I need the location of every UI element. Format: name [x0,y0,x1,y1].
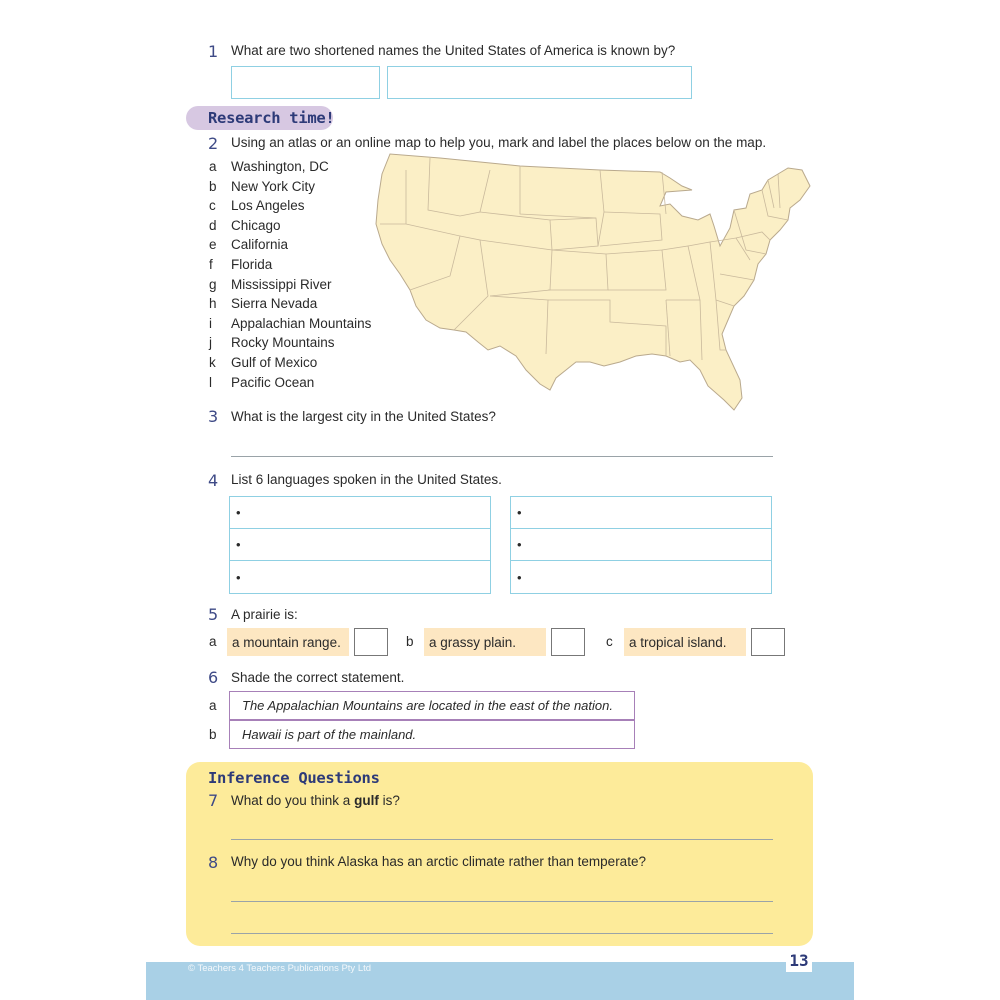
q2-item-letter: l [209,374,212,390]
q2-item-letter: k [209,355,216,370]
q2-item-letter: h [209,296,217,312]
q2-item-letter: f [209,257,213,272]
q4-answer-row[interactable] [511,497,771,529]
q1-text: What are two shortened names the United States of America is known by? [231,43,676,58]
q4-number: 4 [208,471,219,490]
q6-statement-b[interactable]: Hawaii is part of the mainland. [229,720,635,749]
bullet: • [236,569,241,585]
bullet: • [236,537,241,552]
q4-list-right [510,496,772,594]
page-number: 13 [786,950,812,972]
q8-number: 8 [208,853,219,872]
q3-answer-line[interactable] [231,456,773,457]
q2-item-label: Sierra Nevada [231,296,318,312]
q2-item-label: Chicago [231,217,281,233]
q2-item-letter: j [209,335,212,351]
q6-statement-a[interactable]: The Appalachian Mountains are located in the east of the nation. [229,691,635,720]
q5-text: A prairie is: [231,607,298,622]
q2-text: Using an atlas or an online map to help you, mark and label the places below on the map. [231,135,767,150]
usa-outline [376,154,810,410]
q8-answer-line-2[interactable] [231,933,773,934]
q4-answer-row[interactable] [511,561,771,593]
q2-number: 2 [208,134,219,153]
q6-statement-b-letter: b [209,727,217,742]
q2-item-label: Mississippi River [231,276,332,292]
q2-item-letter: g [209,276,217,292]
q5-option-b-checkbox[interactable] [551,628,585,656]
q7-answer-line[interactable] [231,839,773,840]
q7-text-before: What do you think a [231,793,355,808]
q2-item-label: California [231,237,289,253]
q7-number: 7 [208,791,219,810]
q2-item-label: Rocky Mountains [231,335,335,351]
q2-item-label: Pacific Ocean [231,374,315,390]
q5-option-c-label: a tropical island. [624,628,746,656]
q2-item-letter: c [209,198,216,214]
q6-statement-a-letter: a [209,698,217,713]
q5-option-c-letter: c [606,634,613,649]
q8-answer-line-1[interactable] [231,901,773,902]
q1-answer-box-1[interactable] [231,66,380,99]
q2-item-label: Washington, DC [231,159,329,174]
q4-answer-row[interactable] [230,497,490,529]
q2-item-letter: e [209,237,217,253]
inference-heading: Inference Questions [208,769,380,787]
q8-text: Why do you think Alaska has an arctic climate rather than temperate? [231,854,646,869]
q6-number: 6 [208,668,219,687]
q3-text: What is the largest city in the United States? [231,409,496,424]
q4-text: List 6 languages spoken in the United States. [231,472,502,487]
q5-option-c-checkbox[interactable] [751,628,785,656]
q1-answer-box-2[interactable] [387,66,692,99]
bullet: • [517,505,522,520]
q7-bold-word: gulf [354,793,379,808]
q7-text-after: is? [378,793,400,808]
q4-answer-row[interactable] [230,529,490,561]
q2-item-label: Appalachian Mountains [231,315,372,331]
q6-text: Shade the correct statement. [231,670,405,685]
q5-option-a-checkbox[interactable] [354,628,388,656]
q3-number: 3 [208,407,219,426]
q2-item-label: Florida [231,257,273,272]
q4-answer-row[interactable] [511,529,771,561]
research-heading: Research time! [208,109,335,127]
q2-item-label: Gulf of Mexico [231,355,318,370]
q2-item-letter: i [209,315,212,331]
q2-item-label: Los Angeles [231,198,305,214]
q2-item-letter: d [209,217,217,233]
usa-map [370,150,815,415]
q2-item-label: New York City [231,178,316,194]
q5-option-a-label: a mountain range. [227,628,349,656]
bullet: • [236,505,241,520]
q5-option-b-letter: b [406,634,414,649]
bullet: • [517,569,522,585]
q5-option-a-letter: a [209,634,217,649]
q1-number: 1 [208,42,219,61]
q2-item-letter: b [209,178,217,194]
q4-list-left [229,496,491,594]
q5-option-b-label: a grassy plain. [424,628,546,656]
q5-number: 5 [208,605,219,624]
bullet: • [517,537,522,552]
footer-copyright: © Teachers 4 Teachers Publications Pty Ltd [188,963,372,974]
q7-text [231,793,400,808]
q4-answer-row[interactable] [230,561,490,593]
q2-item-letter: a [209,159,217,174]
